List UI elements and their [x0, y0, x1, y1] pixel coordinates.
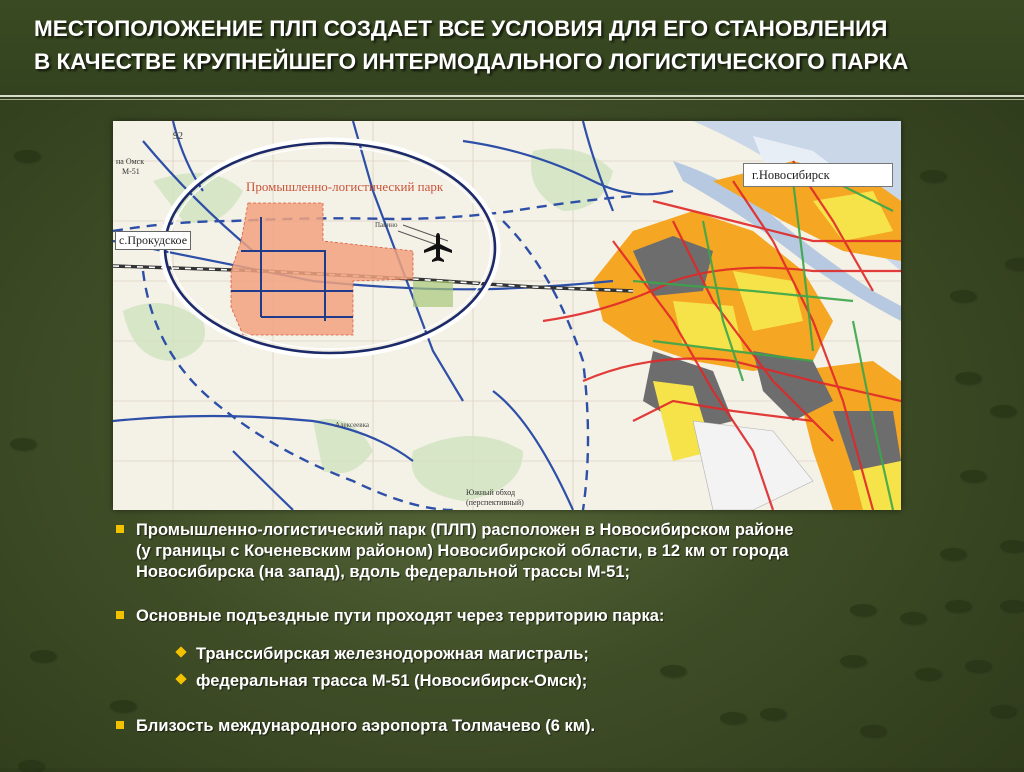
airplane-icon — [421, 231, 455, 265]
page-title — [34, 12, 1004, 78]
location-map — [113, 121, 901, 510]
map-label-park: Промышленно-логистический парк — [246, 179, 444, 194]
bullet-square-icon — [116, 611, 124, 619]
bullet-square-icon — [116, 721, 124, 729]
map-label-92: 92 — [173, 131, 183, 142]
title-divider-thin — [0, 99, 1024, 100]
map-label-city: г.Новосибирск — [743, 163, 893, 187]
title-divider — [0, 95, 1024, 97]
bullet-1-line-3: Новосибирска (на запад), вдоль федеральной трассы М-51; — [136, 563, 631, 581]
bullet-2-line-1: Основные подъездные пути проходят через территорию парка: — [136, 607, 665, 625]
map-label-south-bypass: Южный обход — [466, 488, 516, 497]
map-label-alekseevka: Алексеевка — [335, 421, 369, 429]
bullet-diamond-icon — [175, 673, 186, 684]
bullet-1-line-2: (у границы с Коченевским районом) Новосибирской области, в 12 км от города — [136, 542, 789, 560]
title-line-2: В КАЧЕСТВЕ КРУПНЕЙШЕГО ИНТЕРМОДАЛЬНОГО ЛОГИСТИЧЕСКОГО ПАРКА — [34, 49, 909, 74]
bullet-square-icon — [116, 525, 124, 533]
bullet-diamond-icon — [175, 646, 186, 657]
sub-bullet-1: Транссибирская железнодорожная магистраль; — [196, 645, 589, 663]
map-label-m51: М-51 — [122, 167, 140, 176]
title-line-1: МЕСТОПОЛОЖЕНИЕ ПЛП СОЗДАЕТ ВСЕ УСЛОВИЯ ДЛЯ ЕГО СТАНОВЛЕНИЯ — [34, 16, 888, 41]
map-label-omsk: на Омск — [116, 157, 145, 166]
map-label-village: с.Прокудское — [115, 231, 191, 250]
map-label-south-bypass-note: (перспективный) — [466, 498, 524, 507]
bullet-3-line-1: Близость международного аэропорта Толмачево (6 км). — [136, 717, 596, 735]
bullet-1-line-1: Промышленно-логистический парк (ПЛП) расположен в Новосибирском районе — [136, 521, 794, 539]
sub-bullet-2: федеральная трасса М-51 (Новосибирск-Омск); — [196, 672, 588, 690]
map-label-pavino: Павино — [375, 221, 398, 229]
